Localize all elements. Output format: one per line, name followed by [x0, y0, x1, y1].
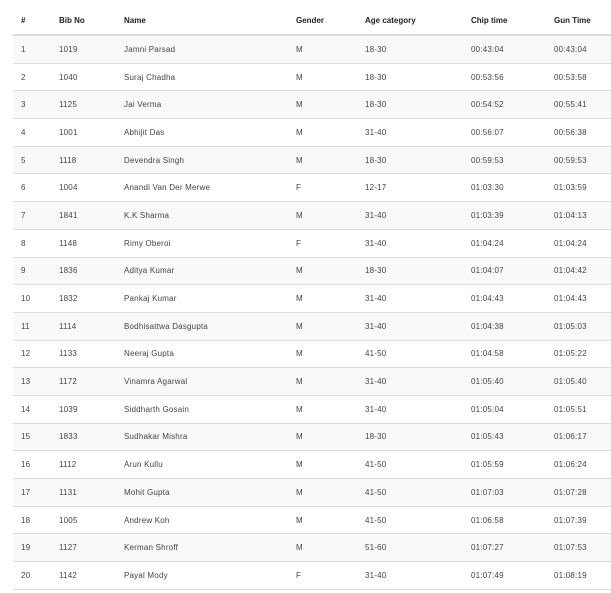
cell-rank: 19 [13, 534, 51, 562]
cell-gender: M [288, 91, 357, 119]
cell-name: Aditya Kumar [116, 257, 288, 285]
cell-bib-no: 1133 [51, 340, 116, 368]
cell-name: Jamni Parsad [116, 35, 288, 63]
cell-chip-time: 01:03:30 [463, 174, 546, 202]
results-table [13, 7, 611, 590]
cell-name: Sudhakar Mishra [116, 423, 288, 451]
cell-age-category: 18-30 [357, 63, 463, 91]
cell-gun-time: 00:55:41 [546, 91, 611, 119]
cell-age-category: 18-30 [357, 35, 463, 63]
cell-age-category: 31-40 [357, 119, 463, 147]
cell-gun-time: 01:07:53 [546, 534, 611, 562]
table-row [13, 312, 611, 340]
cell-name: Abhijit Das [116, 119, 288, 147]
cell-bib-no: 1118 [51, 146, 116, 174]
cell-gun-time: 01:08:19 [546, 562, 611, 590]
cell-chip-time: 00:53:56 [463, 63, 546, 91]
cell-rank: 10 [13, 285, 51, 313]
cell-bib-no: 1172 [51, 368, 116, 396]
cell-name: Bodhisattwa Dasgupta [116, 312, 288, 340]
cell-gender: F [288, 174, 357, 202]
cell-rank: 4 [13, 119, 51, 147]
cell-name: Vinamra Agarwal [116, 368, 288, 396]
table-row [13, 174, 611, 202]
cell-gender: M [288, 451, 357, 479]
cell-chip-time: 01:04:58 [463, 340, 546, 368]
cell-gender: M [288, 202, 357, 230]
cell-gun-time: 01:04:43 [546, 285, 611, 313]
cell-gender: M [288, 395, 357, 423]
cell-age-category: 41-50 [357, 340, 463, 368]
cell-gun-time: 00:53:58 [546, 63, 611, 91]
cell-gender: F [288, 562, 357, 590]
cell-name: Neeraj Gupta [116, 340, 288, 368]
header-rank: # [13, 7, 51, 35]
cell-rank: 15 [13, 423, 51, 451]
cell-gender: M [288, 534, 357, 562]
cell-age-category: 31-40 [357, 312, 463, 340]
cell-gender: M [288, 63, 357, 91]
cell-chip-time: 00:43:04 [463, 35, 546, 63]
cell-age-category: 31-40 [357, 285, 463, 313]
table-row [13, 562, 611, 590]
table-row [13, 91, 611, 119]
cell-gender: M [288, 479, 357, 507]
header-gender: Gender [288, 7, 357, 35]
cell-gun-time: 01:03:59 [546, 174, 611, 202]
cell-bib-no: 1039 [51, 395, 116, 423]
cell-rank: 1 [13, 35, 51, 63]
cell-gender: M [288, 368, 357, 396]
cell-age-category: 31-40 [357, 368, 463, 396]
cell-age-category: 18-30 [357, 257, 463, 285]
cell-gun-time: 01:05:03 [546, 312, 611, 340]
cell-chip-time: 01:06:58 [463, 506, 546, 534]
cell-gun-time: 01:05:22 [546, 340, 611, 368]
cell-age-category: 31-40 [357, 202, 463, 230]
cell-bib-no: 1131 [51, 479, 116, 507]
cell-rank: 3 [13, 91, 51, 119]
table-row [13, 63, 611, 91]
cell-bib-no: 1114 [51, 312, 116, 340]
header-chip-time: Chip time [463, 7, 546, 35]
cell-bib-no: 1019 [51, 35, 116, 63]
table-row [13, 368, 611, 396]
header-age-category: Age category [357, 7, 463, 35]
cell-bib-no: 1004 [51, 174, 116, 202]
cell-name: Andrew Koh [116, 506, 288, 534]
cell-age-category: 41-50 [357, 479, 463, 507]
table-row [13, 202, 611, 230]
cell-rank: 18 [13, 506, 51, 534]
table-row [13, 285, 611, 313]
cell-name: Devendra Singh [116, 146, 288, 174]
cell-name: Pankaj Kumar [116, 285, 288, 313]
table-row [13, 395, 611, 423]
cell-rank: 12 [13, 340, 51, 368]
cell-age-category: 31-40 [357, 562, 463, 590]
cell-chip-time: 01:04:38 [463, 312, 546, 340]
cell-name: Jai Verma [116, 91, 288, 119]
cell-chip-time: 01:04:43 [463, 285, 546, 313]
cell-rank: 16 [13, 451, 51, 479]
cell-gender: M [288, 257, 357, 285]
table-row [13, 257, 611, 285]
cell-gun-time: 01:06:24 [546, 451, 611, 479]
cell-chip-time: 00:56:07 [463, 119, 546, 147]
cell-age-category: 41-50 [357, 451, 463, 479]
cell-gun-time: 01:04:42 [546, 257, 611, 285]
cell-name: K.K Sharma [116, 202, 288, 230]
cell-bib-no: 1040 [51, 63, 116, 91]
cell-rank: 13 [13, 368, 51, 396]
cell-bib-no: 1836 [51, 257, 116, 285]
cell-name: Mohit Gupta [116, 479, 288, 507]
cell-name: Kerman Shroff [116, 534, 288, 562]
cell-gun-time: 01:05:40 [546, 368, 611, 396]
header-gun-time: Gun Time [546, 7, 611, 35]
cell-age-category: 51-60 [357, 534, 463, 562]
table-row [13, 35, 611, 63]
cell-gender: M [288, 119, 357, 147]
cell-gun-time: 01:04:24 [546, 229, 611, 257]
cell-chip-time: 01:05:43 [463, 423, 546, 451]
cell-gender: M [288, 423, 357, 451]
cell-gun-time: 01:05:51 [546, 395, 611, 423]
table-row [13, 506, 611, 534]
cell-gun-time: 00:59:53 [546, 146, 611, 174]
cell-bib-no: 1142 [51, 562, 116, 590]
table-row [13, 451, 611, 479]
table-row [13, 229, 611, 257]
cell-chip-time: 00:54:52 [463, 91, 546, 119]
cell-name: Payal Mody [116, 562, 288, 590]
cell-gun-time: 01:07:39 [546, 506, 611, 534]
cell-bib-no: 1832 [51, 285, 116, 313]
cell-bib-no: 1125 [51, 91, 116, 119]
table-row [13, 479, 611, 507]
cell-age-category: 18-30 [357, 91, 463, 119]
cell-age-category: 18-30 [357, 423, 463, 451]
cell-gun-time: 00:43:04 [546, 35, 611, 63]
cell-gender: M [288, 35, 357, 63]
cell-age-category: 18-30 [357, 146, 463, 174]
cell-gun-time: 01:04:13 [546, 202, 611, 230]
cell-age-category: 12-17 [357, 174, 463, 202]
cell-rank: 9 [13, 257, 51, 285]
table-row [13, 119, 611, 147]
cell-rank: 6 [13, 174, 51, 202]
cell-chip-time: 01:04:24 [463, 229, 546, 257]
cell-chip-time: 01:03:39 [463, 202, 546, 230]
cell-gun-time: 01:06:17 [546, 423, 611, 451]
cell-rank: 11 [13, 312, 51, 340]
cell-chip-time: 00:59:53 [463, 146, 546, 174]
cell-gun-time: 01:07:28 [546, 479, 611, 507]
cell-rank: 2 [13, 63, 51, 91]
cell-age-category: 31-40 [357, 395, 463, 423]
cell-rank: 5 [13, 146, 51, 174]
cell-name: Arun Kullu [116, 451, 288, 479]
cell-gender: M [288, 146, 357, 174]
cell-bib-no: 1148 [51, 229, 116, 257]
cell-bib-no: 1841 [51, 202, 116, 230]
table-row [13, 146, 611, 174]
cell-chip-time: 01:05:40 [463, 368, 546, 396]
cell-chip-time: 01:07:49 [463, 562, 546, 590]
cell-gender: M [288, 312, 357, 340]
cell-name: Suraj Chadha [116, 63, 288, 91]
cell-chip-time: 01:05:04 [463, 395, 546, 423]
cell-bib-no: 1005 [51, 506, 116, 534]
cell-chip-time: 01:04:07 [463, 257, 546, 285]
cell-rank: 7 [13, 202, 51, 230]
cell-rank: 8 [13, 229, 51, 257]
table-row [13, 340, 611, 368]
cell-rank: 17 [13, 479, 51, 507]
cell-gender: M [288, 285, 357, 313]
table-header [13, 7, 611, 35]
header-bib-no: Bib No [51, 7, 116, 35]
cell-age-category: 41-50 [357, 506, 463, 534]
cell-bib-no: 1112 [51, 451, 116, 479]
table-row [13, 534, 611, 562]
cell-name: Siddharth Gosain [116, 395, 288, 423]
cell-rank: 20 [13, 562, 51, 590]
cell-gender: M [288, 506, 357, 534]
cell-chip-time: 01:07:03 [463, 479, 546, 507]
cell-gender: F [288, 229, 357, 257]
header-row [13, 7, 611, 35]
cell-chip-time: 01:05:59 [463, 451, 546, 479]
table-body [13, 35, 611, 589]
cell-gun-time: 00:56:38 [546, 119, 611, 147]
cell-bib-no: 1001 [51, 119, 116, 147]
cell-chip-time: 01:07:27 [463, 534, 546, 562]
cell-age-category: 31-40 [357, 229, 463, 257]
cell-bib-no: 1127 [51, 534, 116, 562]
header-name: Name [116, 7, 288, 35]
cell-bib-no: 1833 [51, 423, 116, 451]
cell-name: Anandi Van Der Merwe [116, 174, 288, 202]
cell-name: Rimy Oberoi [116, 229, 288, 257]
cell-rank: 14 [13, 395, 51, 423]
table-row [13, 423, 611, 451]
cell-gender: M [288, 340, 357, 368]
